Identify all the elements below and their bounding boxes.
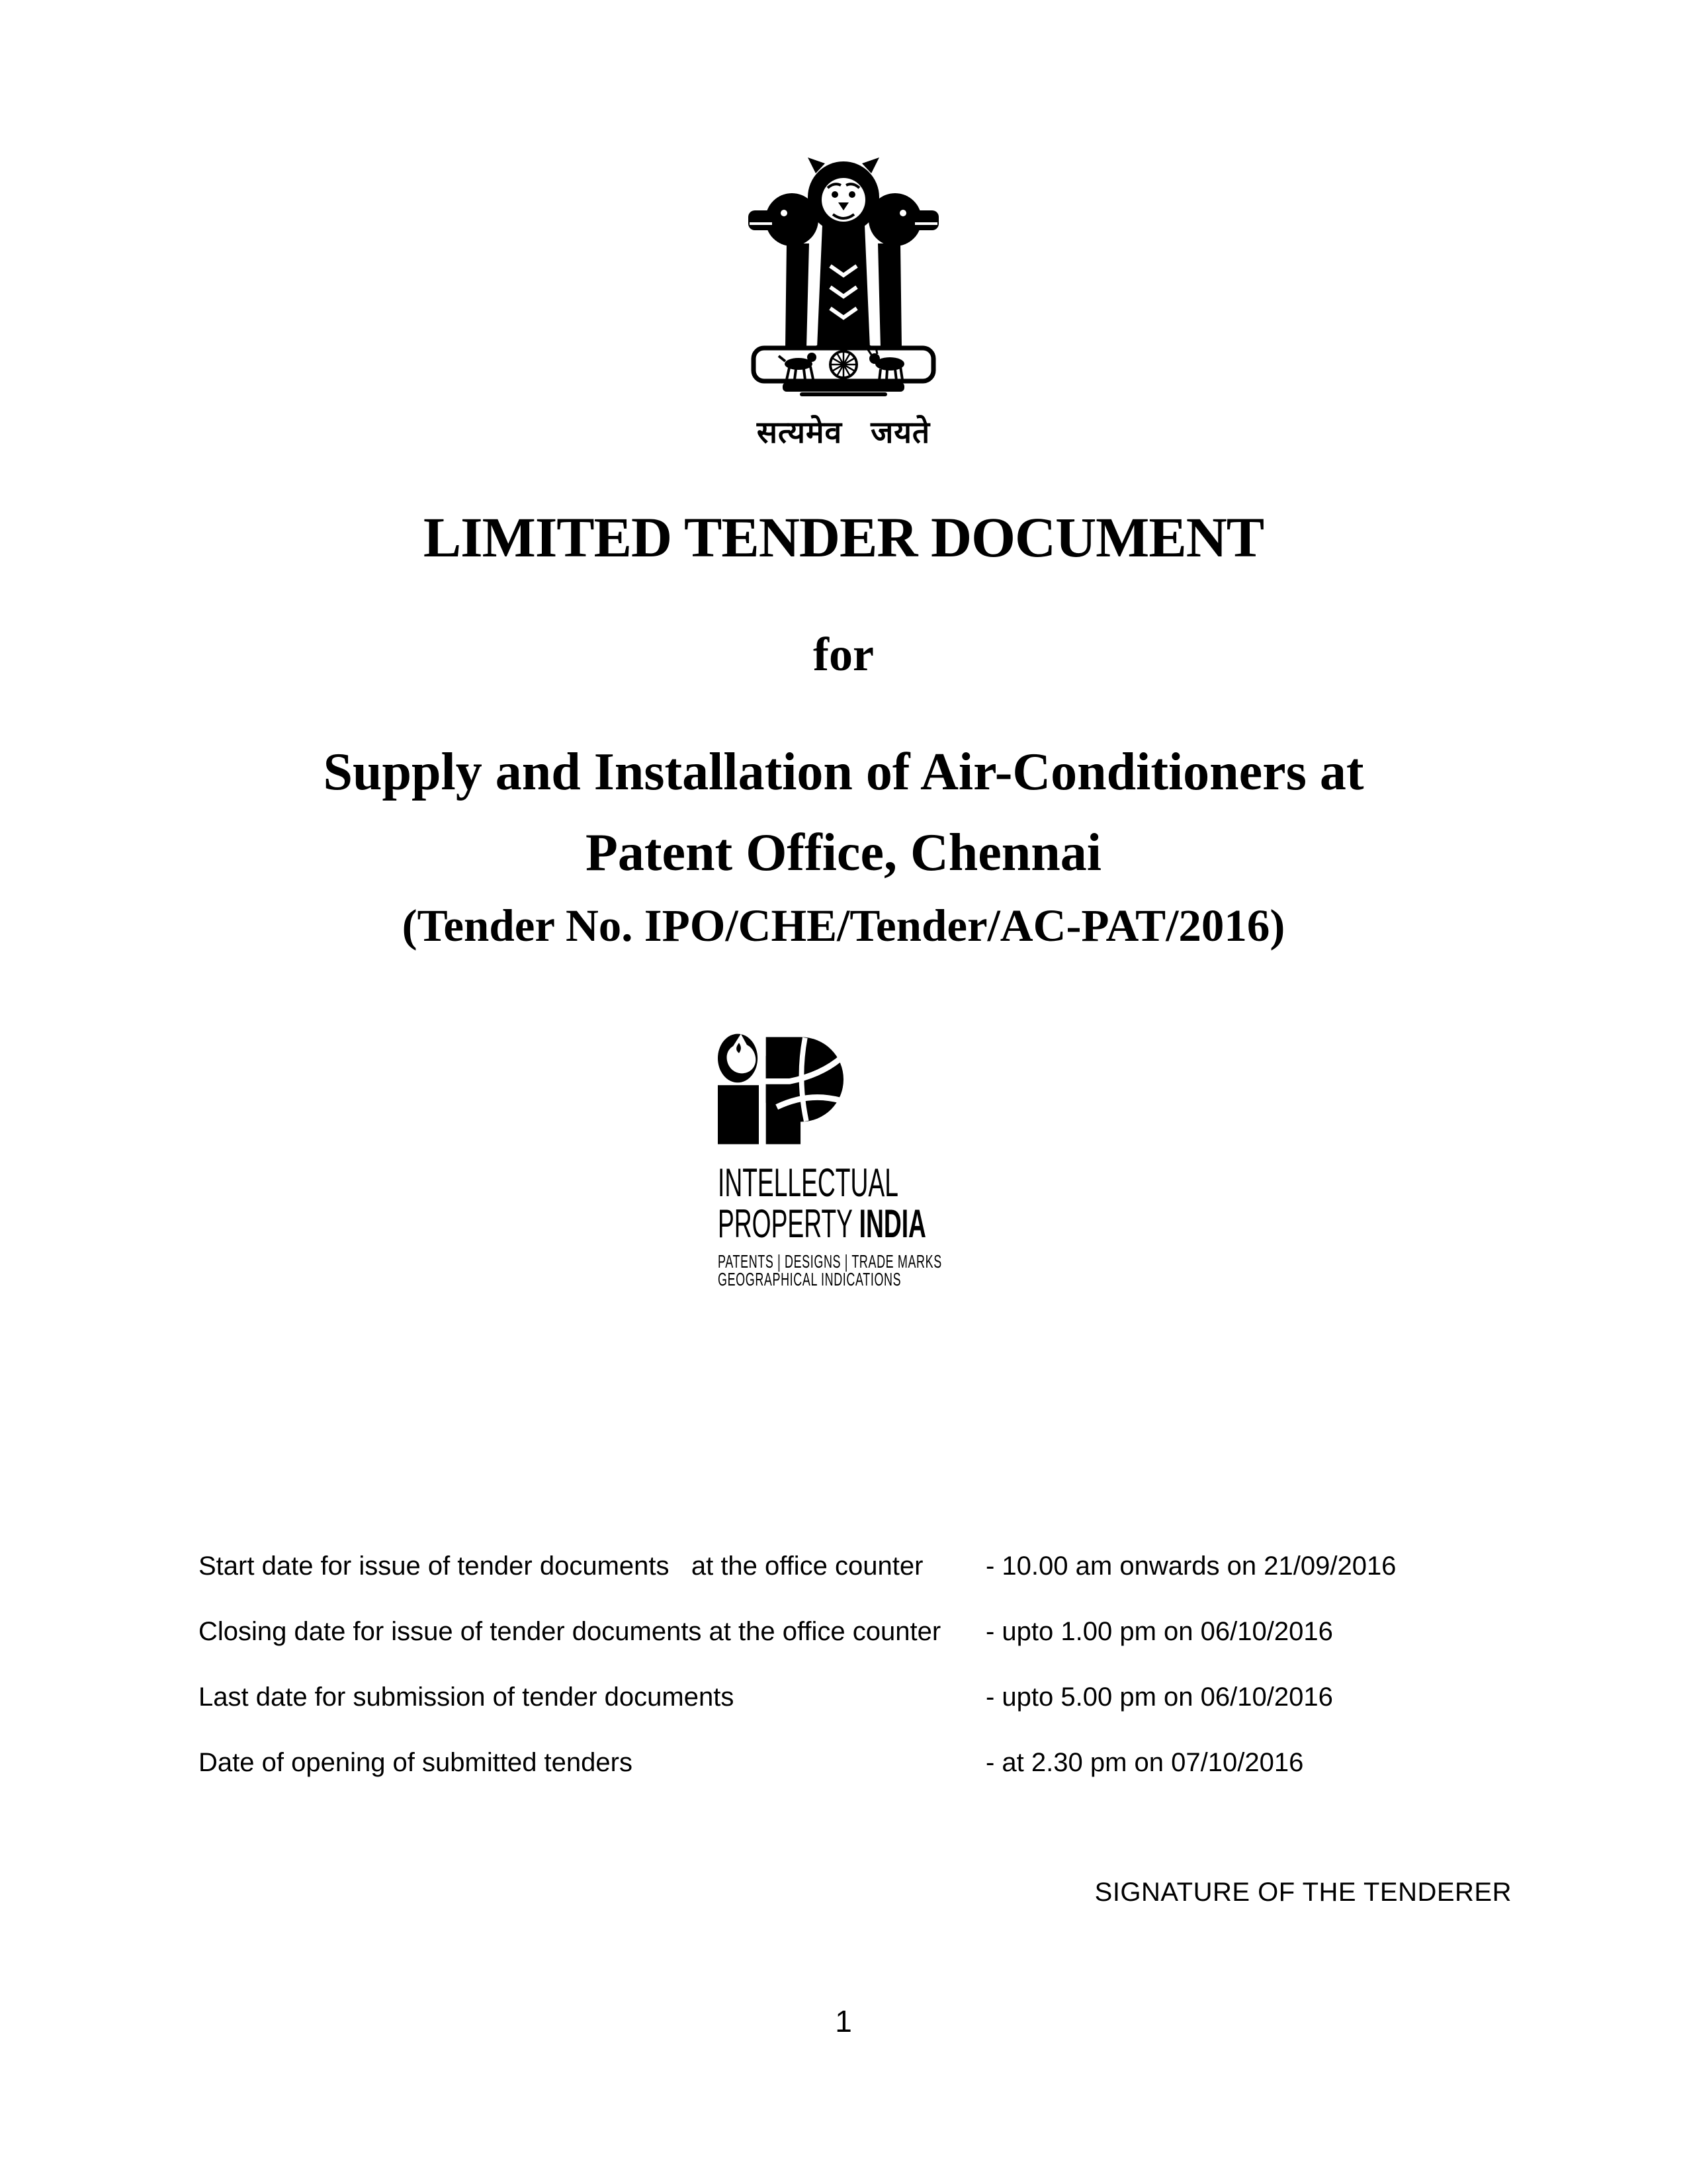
state-emblem-of-india-icon [731,147,956,397]
schedule-value: - at 2.30 pm on 07/10/2016 [986,1748,1304,1777]
emblem-motto: सत्यमेव जयते [756,414,931,450]
subject-line-1: Supply and Installation of Air-Conditioners at [323,743,1364,801]
schedule-row-opening-date [198,1748,1515,1781]
title-connector: for [813,628,874,681]
schedule-row-start-date [198,1551,1515,1585]
schedule-label: Last date for submission of tender documents [198,1682,734,1712]
document-title: LIMITED TENDER DOCUMENT [423,505,1264,569]
ip-india-logo-icon [718,1032,844,1146]
schedule-label: Closing date for issue of tender documents at the office counter [198,1617,941,1646]
schedule-value: - 10.00 am onwards on 21/09/2016 [986,1551,1397,1581]
tender-number: (Tender No. IPO/CHE/Tender/AC-PAT/2016) [402,900,1285,951]
tender-schedule [198,1551,1515,1813]
state-emblem-block [731,147,956,452]
schedule-row-last-submission-date [198,1682,1515,1716]
ip-logo-india-text: INDIA [859,1201,926,1246]
page-number: 1 [835,2004,852,2038]
signature-of-tenderer-label: SIGNATURE OF THE TENDERER [1094,1878,1512,1907]
schedule-label: Start date for issue of tender documents at the office counter [198,1551,924,1581]
schedule-label: Date of opening of submitted tenders [198,1748,632,1777]
ip-logo-line-property-india [718,1201,926,1246]
schedule-value: - upto 5.00 pm on 06/10/2016 [986,1682,1333,1712]
schedule-value: - upto 1.00 pm on 06/10/2016 [986,1617,1333,1646]
subject-line-2: Patent Office, Chennai [585,824,1102,882]
ip-logo-line-intellectual: INTELLECTUAL [718,1160,898,1205]
ip-logo-line-geographical-indications: GEOGRAPHICAL INDICATIONS [718,1269,902,1289]
ip-india-logo-block [718,1032,969,1288]
ip-logo-property-text: PROPERTY [718,1201,859,1246]
ip-logo-line-patents-designs-trademarks: PATENTS | DESIGNS | TRADE MARKS [718,1251,942,1272]
schedule-row-closing-date [198,1617,1515,1650]
